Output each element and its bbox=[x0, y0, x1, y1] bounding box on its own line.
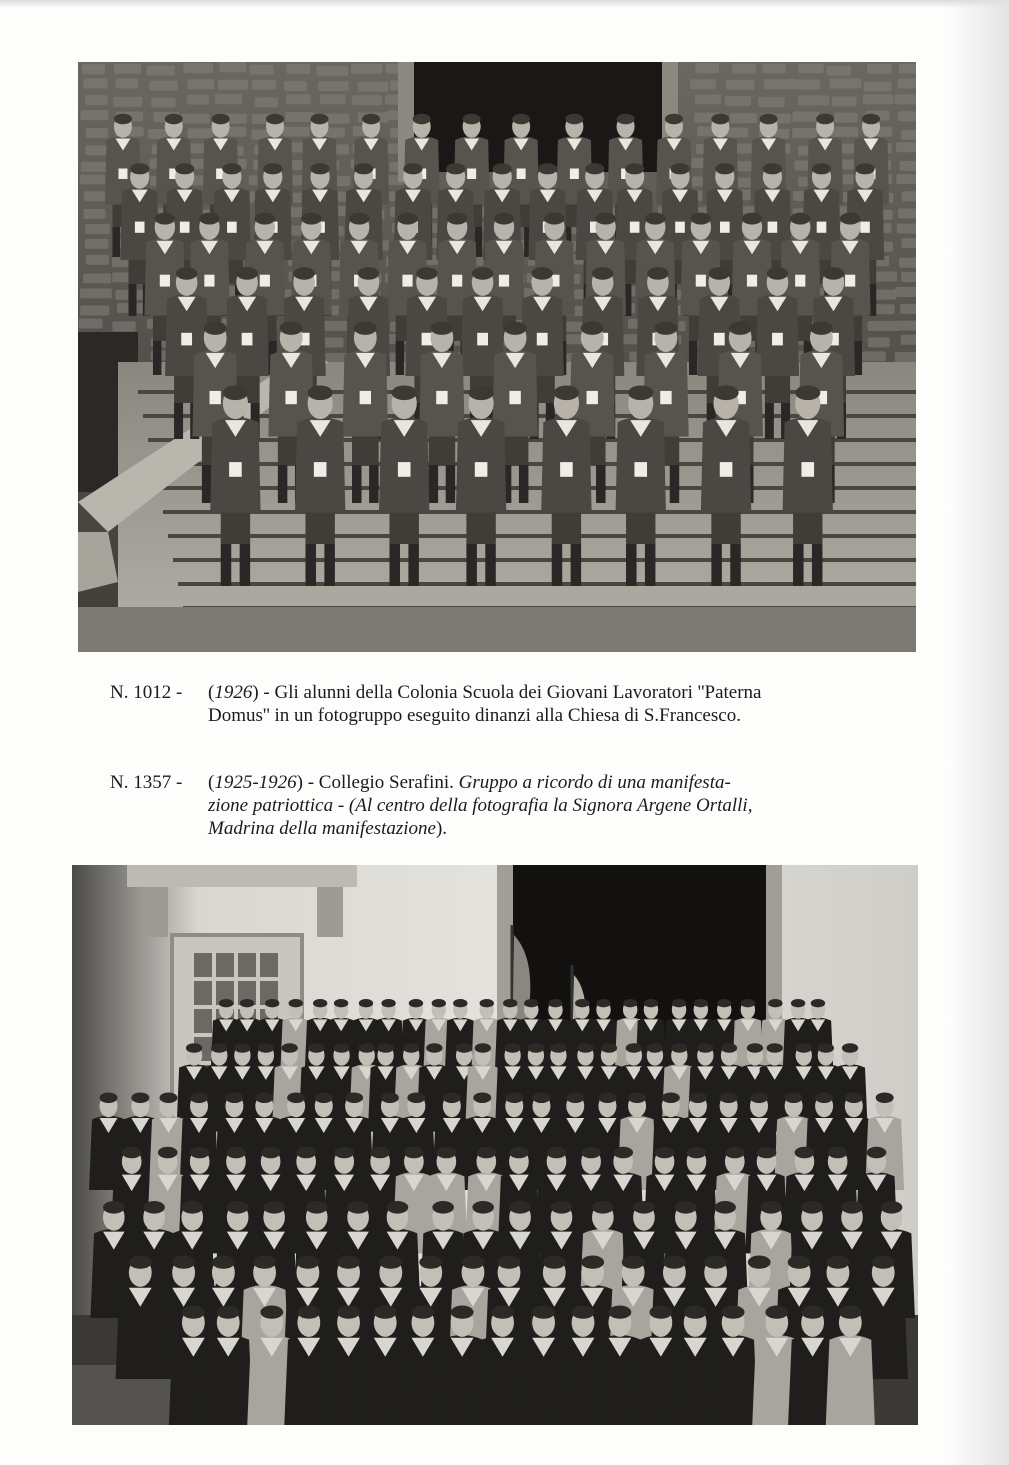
photo-collegio-serafini-group bbox=[72, 865, 918, 1425]
caption-segment: ). bbox=[435, 818, 448, 839]
caption-text bbox=[208, 771, 988, 840]
caption-number: N. 1012 - bbox=[110, 682, 183, 703]
photo-2-image bbox=[72, 865, 918, 1425]
caption-number: N. 1357 - bbox=[110, 772, 183, 793]
caption-italic-segment: Al centro della fotografia la Signora Argene Ortalli, bbox=[355, 795, 753, 816]
caption-line-1 bbox=[208, 681, 988, 704]
caption-line-2 bbox=[208, 794, 988, 817]
caption-text bbox=[208, 681, 988, 727]
photo-schoolboys-on-steps bbox=[78, 62, 916, 652]
caption-line-1 bbox=[208, 771, 988, 794]
caption-italic-segment: zione patriottica - ( bbox=[208, 795, 356, 816]
scan-top-shadow bbox=[0, 0, 1009, 8]
photo-1-image bbox=[78, 62, 916, 652]
caption-segment: ( bbox=[208, 772, 215, 793]
caption-n-1012 bbox=[110, 681, 900, 731]
scan-right-shadow bbox=[949, 0, 1009, 1465]
caption-year: 1926 bbox=[214, 682, 253, 703]
caption-segment: ) - Collegio Serafini. bbox=[296, 772, 459, 793]
caption-italic-segment: Gruppo a ricordo di una manifesta- bbox=[458, 772, 731, 793]
caption-segment: ) - Gli alunni della Colonia Scuola dei Giovani Lavoratori ''Paterna bbox=[252, 682, 762, 703]
caption-segment: ( bbox=[208, 682, 215, 703]
caption-italic-segment: Madrina della manifestazione bbox=[208, 818, 436, 839]
caption-line-3 bbox=[208, 817, 988, 840]
caption-year: 1925-1926 bbox=[214, 772, 297, 793]
caption-line-2: Domus'' in un fotogruppo eseguito dinanzi alla Chiesa di S.Francesco. bbox=[208, 705, 741, 726]
caption-n-1357 bbox=[110, 771, 900, 843]
